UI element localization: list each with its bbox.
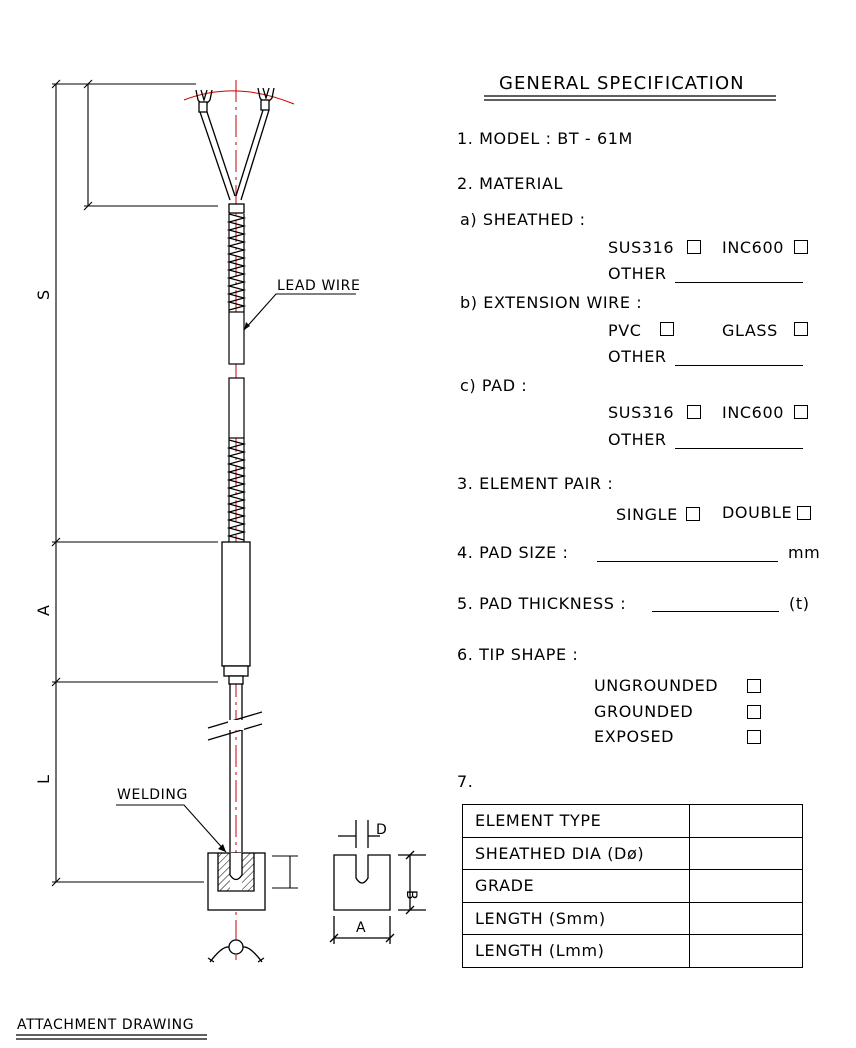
pad-other-label: OTHER — [608, 430, 667, 449]
dimension-l-label: L — [34, 774, 53, 784]
dimension-s-label: S — [34, 289, 53, 300]
tip-grounded-checkbox[interactable] — [747, 705, 761, 719]
tip-exposed-checkbox[interactable] — [747, 730, 761, 744]
table-cell-label: GRADE — [463, 870, 690, 903]
pad-inc600-checkbox[interactable] — [794, 405, 808, 419]
lead-wire-break-lower — [229, 378, 244, 438]
pad-detail-b-label: B — [403, 890, 419, 901]
table-cell-label: LENGTH (Smm) — [463, 902, 690, 935]
drawing-caption: ATTACHMENT DRAWING — [17, 1017, 195, 1033]
pad-thickness-unit: (t) — [789, 594, 810, 613]
table-cell-value[interactable] — [690, 837, 803, 870]
dimension-lines — [52, 80, 298, 888]
tip-shape-heading: 6. TIP SHAPE : — [457, 645, 579, 664]
element-pair-double-checkbox[interactable] — [797, 506, 811, 520]
table-cell-value[interactable] — [690, 870, 803, 903]
table-row — [463, 902, 803, 935]
sheath-tip — [230, 853, 242, 880]
pad-size-unit: mm — [788, 543, 821, 562]
table-cell-value[interactable] — [690, 935, 803, 968]
lead-wires — [200, 110, 269, 200]
pad-size-label: 4. PAD SIZE : — [457, 543, 569, 562]
extension-other-label: OTHER — [608, 347, 667, 366]
sleeve-neck — [229, 676, 243, 684]
pad-heading: c) PAD : — [460, 376, 528, 395]
extension-option-pvc: PVC — [608, 321, 642, 340]
lead-wire-break-upper — [229, 312, 244, 364]
terminal-lug-right — [258, 88, 274, 110]
spec-model: 1. MODEL : BT - 61M — [457, 129, 633, 148]
element-pair-heading: 3. ELEMENT PAIR : — [457, 474, 614, 493]
table-row — [463, 805, 803, 838]
welding-leader — [116, 805, 226, 852]
sheathed-option-inc600: INC600 — [722, 238, 784, 257]
welding-hatch-left — [218, 853, 230, 891]
sheathed-other-label: OTHER — [608, 264, 667, 283]
lead-wire-leader — [244, 294, 356, 330]
element-pair-option-double: DOUBLE — [722, 503, 793, 522]
pad-thickness-label: 5. PAD THICKNESS : — [457, 594, 627, 613]
spec-table — [462, 804, 803, 968]
tip-shape-option-grounded: GROUNDED — [594, 702, 694, 721]
sheathed-inc600-checkbox[interactable] — [794, 240, 808, 254]
pad-sus316-checkbox[interactable] — [687, 405, 701, 419]
table-row — [463, 870, 803, 903]
dimension-a-label: A — [34, 604, 53, 616]
extension-other-field[interactable] — [675, 365, 803, 366]
pad-other-field[interactable] — [675, 448, 803, 449]
table-cell-value[interactable] — [690, 805, 803, 838]
pad-option-sus316: SUS316 — [608, 403, 675, 422]
pad-detail-d-label: D — [376, 822, 388, 838]
sleeve-collar — [224, 666, 248, 676]
sheathed-sus316-checkbox[interactable] — [687, 240, 701, 254]
table-row — [463, 935, 803, 968]
sheathed-other-field[interactable] — [675, 282, 803, 283]
table-cell-label: SHEATHED DIA (Dø) — [463, 837, 690, 870]
spec-material: 2. MATERIAL — [457, 174, 564, 193]
extension-pvc-checkbox[interactable] — [660, 322, 674, 336]
table-cell-value[interactable] — [690, 902, 803, 935]
extension-heading: b) EXTENSION WIRE : — [460, 293, 643, 312]
tip-shape-option-ungrounded: UNGROUNDED — [594, 676, 719, 695]
table-cell-label: LENGTH (Lmm) — [463, 935, 690, 968]
lead-wire-callout: LEAD WIRE — [277, 278, 361, 294]
extension-glass-checkbox[interactable] — [794, 322, 808, 336]
pad-detail-a-label: A — [356, 920, 367, 936]
wire-ferrule — [229, 204, 244, 213]
welding-hatch-right — [242, 853, 254, 891]
extension-option-glass: GLASS — [722, 321, 778, 340]
element-pair-option-single: SINGLE — [616, 505, 678, 524]
table-cell-label: ELEMENT TYPE — [463, 805, 690, 838]
element-pair-single-checkbox[interactable] — [686, 507, 700, 521]
sheathed-heading: a) SHEATHED : — [460, 210, 586, 229]
welding-callout: WELDING — [117, 787, 188, 803]
pad-option-inc600: INC600 — [722, 403, 784, 422]
tip-shape-option-exposed: EXPOSED — [594, 727, 675, 746]
table-row — [463, 837, 803, 870]
pad-detail — [330, 820, 426, 944]
pad-thickness-field[interactable] — [652, 611, 779, 612]
pad-size-field[interactable] — [597, 561, 778, 562]
sheathed-option-sus316: SUS316 — [608, 238, 675, 257]
armor-lower — [229, 440, 244, 540]
item-7-label: 7. — [457, 772, 474, 791]
spec-title: GENERAL SPECIFICATION — [499, 73, 745, 94]
tip-ungrounded-checkbox[interactable] — [747, 679, 761, 693]
transition-sleeve — [222, 542, 250, 666]
